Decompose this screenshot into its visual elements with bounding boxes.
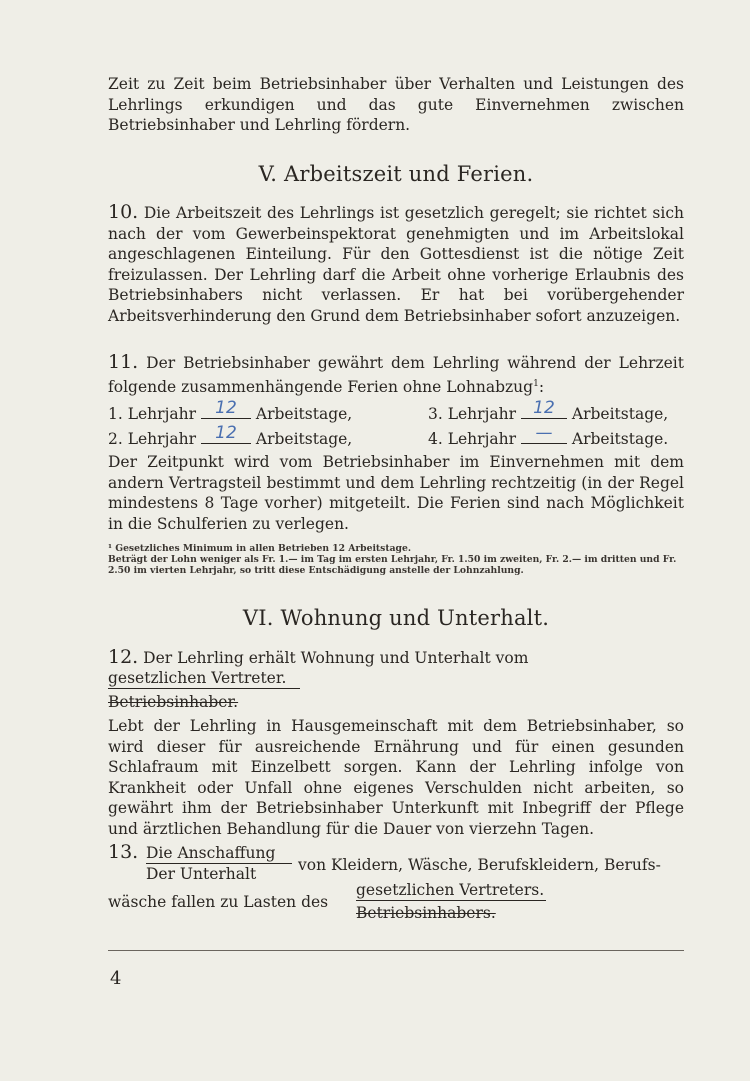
- vacation-unit: Arbeitstage,: [571, 405, 669, 423]
- handwritten-value: —: [535, 423, 553, 443]
- paragraph-13-line2: wäsche fallen zu Lasten des: [108, 893, 329, 911]
- paragraph-11: [108, 352, 684, 397]
- vacation-unit: Arbeitstage.: [571, 430, 669, 448]
- paragraph-12-intro: [108, 647, 528, 668]
- footnote-marker: 1: [533, 378, 539, 389]
- vacation-year-label: 3. Lehrjahr: [428, 405, 517, 423]
- paragraph-10: [108, 202, 684, 327]
- paragraph-11-colon: :: [538, 377, 545, 396]
- paragraph-13-num: 13.: [108, 841, 139, 863]
- section-6-heading: VI. Wohnung und Unterhalt.: [242, 606, 550, 630]
- footnote-1: ¹ Gesetzliches Minimum in allen Betrieben 12 Arbeitstage.: [108, 543, 412, 554]
- handwritten-value: 12: [533, 398, 555, 418]
- vacation-year-label: 1. Lehrjahr: [108, 405, 197, 423]
- choice-legal-representative: gesetzlichen Vertreters.: [356, 881, 545, 899]
- footnote-2: Beträgt der Lohn weniger als Fr. 1.— im Tag im ersten Lehrjahr, Fr. 1.50 im zweiten, Fr. 2.— im dritten und Fr. 2.50 im vierten Lehrjahr, so tritt diese Entschädigung anstelle der Lohnzahlung.: [108, 554, 677, 576]
- vacation-unit: Arbeitstage,: [255, 405, 353, 423]
- vacation-year-label: 2. Lehrjahr: [108, 430, 197, 448]
- handwritten-value: 12: [215, 423, 237, 443]
- vacation-year-4: [428, 425, 668, 449]
- option-legal-representative: gesetzlichen Vertreter.: [108, 668, 300, 689]
- bottom-rule: [108, 950, 684, 951]
- vacation-field[interactable]: [521, 425, 567, 444]
- page-number: 4: [110, 968, 122, 989]
- paragraph-11-number: 11.: [108, 351, 139, 373]
- vacation-year-2: [108, 425, 352, 449]
- vacation-year-1: [108, 400, 352, 424]
- paragraph-11-continued: Der Zeitpunkt wird vom Betriebsinhaber im Einvernehmen mit dem andern Vertragsteil bestimmt und dem Lehrling rechtzeitig (in der Regel mindestens 8 Tage vorher) mitgeteilt. Die Ferien sind nach Möglichkeit in die Schulferien zu verlegen.: [108, 453, 684, 533]
- paragraph-10-text: Die Arbeitszeit des Lehrlings ist gesetzlich geregelt; sie richtet sich nach der vom Gewerbeinspektorat genehmigten und im Arbeitslokal angeschlagenen Einteilung. Für den Gottesdienst ist die nötige Zeit freizulassen. Der Lehrling darf die Arbeit ohne vorherige Erlaubnis des Betriebsinhabers nicht verlassen. Er hat bei vorübergehender Arbeitsverhinderung den Grund dem Betriebsinhaber sofort anzuzeigen.: [108, 204, 684, 325]
- section-5-heading: V. Arbeitszeit und Ferien.: [258, 162, 534, 186]
- paragraph-12-text: Lebt der Lehrling in Hausgemeinschaft mit dem Betriebsinhaber, so wird dieser für ausreichende Ernährung und für einen gesunden Schlafraum mit Einzelbett sorgen. Kann der Lehrling infolge von Krankheit oder Unfall ohne eigenes Verschulden nicht arbeiten, so gewährt ihm der Betriebsinhaber Unterkunft mit Inbegriff der Pflege und ärztlichen Behandlung für die Dauer von vierzehn Tagen.: [108, 717, 684, 838]
- paragraph-10-number: 10.: [108, 201, 139, 223]
- vacation-field[interactable]: [201, 400, 251, 419]
- paragraph-12-number: 12.: [108, 646, 139, 668]
- option-business-owner-struck: Betriebsinhaber.: [108, 693, 239, 711]
- vacation-unit: Arbeitstage,: [255, 430, 353, 448]
- paragraph-13-number: [108, 842, 138, 863]
- vacation-field[interactable]: [521, 400, 567, 419]
- choice-business-owner-struck: Betriebsinhabers.: [356, 904, 496, 922]
- option-maintenance: Der Unterhalt: [146, 865, 257, 883]
- vacation-field[interactable]: [201, 425, 251, 444]
- vacation-year-label: 4. Lehrjahr: [428, 430, 517, 448]
- option-acquisition: Die Anschaffung: [146, 843, 292, 864]
- vacation-year-3: [428, 400, 668, 424]
- paragraph-12-line1: Der Lehrling erhält Wohnung und Unterhalt vom: [143, 649, 529, 667]
- paragraph-11-text: Der Betriebsinhaber gewährt dem Lehrling während der Lehrzeit folgende zusammenhängende Ferien ohne Lohnabzug: [108, 354, 684, 396]
- intro-paragraph: Zeit zu Zeit beim Betriebsinhaber über Verhalten und Leistungen des Lehrlings erkundigen und das gute Einvernehmen zwischen Betriebsinhaber und Lehrling fördern.: [108, 75, 684, 135]
- paragraph-13-rest: von Kleidern, Wäsche, Berufskleidern, Berufs-: [298, 856, 661, 874]
- handwritten-value: 12: [215, 398, 237, 418]
